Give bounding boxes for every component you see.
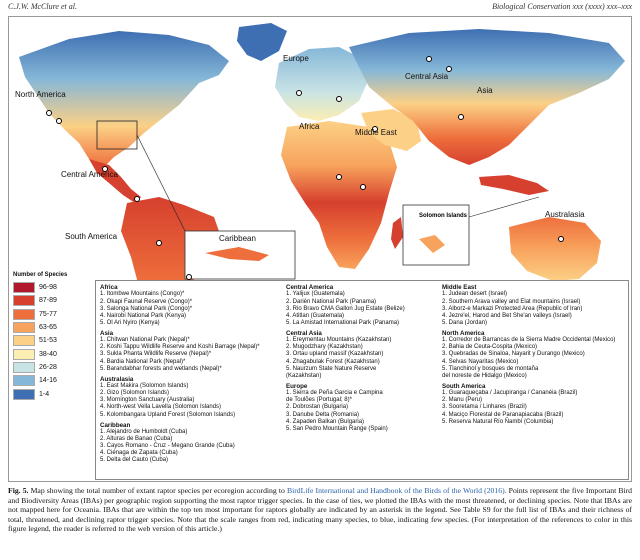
key-group-heading: Asia (100, 329, 114, 337)
caption-text-2: Points represent the five Important Bird and Biodiversity Areas (IBAs) per geographic region supporting the most raptor trigger species. In the case of ties, we plotted the IBAs with the most threatened, or declining species. Note that IBAs are not mapped here for Oceania. IBAs that are within the top ten most important for raptors globally are indicated by an asterisk in the legend. See Table S9 for the full list of IBAs and their richness of total, threatened, and declining raptor trigger species. Note that the scale ranges from red, indicating many species, to blue, indicating few species. (For interpretation of the references to color in this figure legend, the reader is referred to the web version of this article.) (8, 486, 632, 534)
species-legend (9, 270, 92, 482)
label-australasia: Australasia (545, 210, 585, 219)
legend-swatch (13, 349, 35, 360)
key-item: 2. Alturas de Banao (Cuba) (100, 436, 173, 443)
key-item: 4. Nairobi National Park (Kenya) (100, 312, 187, 319)
key-item: 4. Ciénaga de Zapata (Cuba) (100, 450, 178, 457)
key-group-heading: Australasia (100, 375, 134, 383)
key-group-heading: Central Asia (286, 329, 322, 337)
key-item: 5. Tlanchinol y bosques de montaña (442, 365, 539, 372)
key-item: 4. Zapaden Balkan (Bulgaria) (286, 418, 365, 425)
key-item: 3. Salonga National Park (Congo)* (100, 305, 193, 312)
key-item: 2. Gizo (Solomon Islands) (100, 390, 170, 397)
figure-label: Fig. 5. (8, 486, 29, 495)
key-item: 5. San Pedro Mountain Range (Spain) (286, 425, 388, 432)
key-item: 2. Darién National Park (Panama) (286, 298, 377, 305)
north-america-shape (19, 31, 229, 167)
key-item: 1. Chitwan National Park (Nepal)* (100, 337, 190, 344)
legend-label: 87-89 (39, 297, 57, 305)
key-item: 1. Sierra de Peña Garcia e Campina (286, 390, 383, 397)
key-item: 5. Barandabhar forests and wetlands (Nepal)* (100, 365, 222, 372)
label-central-america: Central America (61, 170, 118, 179)
key-column-2 (286, 284, 405, 436)
key-item: 5. Reserva Natural Río Ñambí (Columbia) (442, 418, 554, 425)
legend-label: 14-16 (39, 377, 57, 385)
key-item: 3. Rio Bravo CMA Gallon Jug Estate (Belize) (286, 305, 405, 312)
caption-text-1: Map showing the total number of extant raptor species per ecoregion according to (28, 486, 287, 495)
key-group-heading: Caribbean (100, 421, 131, 429)
key-item: del noreste de Hidalgo (Mexico) (442, 372, 527, 379)
key-item: 5. Ol Ari Nyiro (Kenya) (100, 319, 160, 326)
figure-caption (8, 486, 632, 534)
key-group (100, 330, 260, 373)
key-group-heading: Africa (100, 284, 118, 291)
legend-swatch (13, 335, 35, 346)
key-item: 2. Bahia de Ceuta-Cospita (Mexico) (442, 344, 538, 351)
key-item: 4. Maciço Florestal de Paranapiacaba (Brazil) (442, 411, 564, 418)
key-group (100, 376, 260, 419)
indonesia-shape (479, 175, 549, 195)
key-item: 1. Corredor de Barrancas de la Sierra Madre Occidental (Mexico) (442, 337, 616, 344)
legend-label: 38-40 (39, 350, 57, 358)
legend-row (13, 321, 88, 334)
author-header: C.J.W. McClure et al. (8, 2, 77, 11)
key-item: 1. Itombwe Mountains (Congo)* (100, 291, 185, 298)
label-africa: Africa (299, 122, 320, 131)
key-item: 4. Atitlan (Guatemala) (286, 312, 345, 319)
key-item: 2. Southern Arava valley and Elat mountains (Israel) (442, 298, 581, 305)
key-item: 5. Delta del Cauto (Cuba) (100, 457, 169, 464)
legend-label: 63-65 (39, 324, 57, 332)
greenland-shape (237, 23, 287, 61)
key-item: 2. Koshi Tappu Wildlife Reserve and Koshi Barrage (Nepal)* (100, 344, 260, 351)
key-item: 2. Okapi Faunal Reserve (Congo)* (100, 298, 193, 305)
key-item: 3. Sukla Phanta Wildlife Reserve (Nepal)* (100, 351, 212, 358)
key-group (100, 284, 260, 327)
key-group (286, 383, 405, 433)
legend-row (13, 308, 88, 321)
label-asia: Asia (477, 86, 493, 95)
key-item: 5. Kolombangara Upland Forest (Solomon Islands) (100, 411, 236, 418)
label-europe: Europe (283, 54, 309, 63)
label-caribbean: Caribbean (219, 234, 256, 243)
key-item: 4. Jezre'el, Harod and Bet She'an valleys (Israel) (442, 312, 572, 319)
legend-row (13, 334, 88, 347)
citation-link[interactable]: BirdLife International and Handbook of the Birds of the World (2016). (286, 486, 507, 495)
journal-header: Biological Conservation xxx (xxxx) xxx–xxx (492, 2, 632, 11)
legend-swatch (13, 362, 35, 373)
key-group (442, 383, 615, 426)
legend-swatch (13, 295, 35, 306)
central-america-shape (89, 159, 141, 203)
key-group (442, 330, 615, 380)
key-group (286, 330, 405, 380)
label-north-america: North America (15, 90, 66, 99)
key-item: 2. Dobrostan (Bulgaria) (286, 404, 349, 411)
key-item: 3. Ortau upland massif (Kazakhstan) (286, 351, 384, 358)
key-column-3 (442, 284, 615, 429)
legend-swatch (13, 309, 35, 320)
label-central-asia: Central Asia (405, 72, 449, 81)
key-item: 5. La Amistad International Park (Panama) (286, 319, 400, 326)
legend-row (13, 281, 88, 294)
label-middle-east: Middle East (355, 128, 397, 137)
key-item: 4. Selvas Nayaritas (Mexico) (442, 358, 519, 365)
key-group-heading: Europe (286, 382, 308, 390)
legend-swatch (13, 375, 35, 386)
key-group-heading: Central America (286, 284, 334, 291)
key-item: 4. North-west Vella Lavella (Solomon Islands) (100, 404, 222, 411)
legend-label: 26-28 (39, 363, 57, 371)
legend-swatch (13, 282, 35, 293)
key-group-heading: North America (442, 329, 485, 337)
key-group (442, 284, 615, 327)
key-item: 2. Mugodzhary (Kazakhstan) (286, 344, 363, 351)
key-item: 5. Dana (Jordan) (442, 319, 488, 326)
key-item: 1. Alejandro de Humboldt (Cuba) (100, 429, 188, 436)
key-group-heading: South America (442, 382, 486, 390)
legend-row (13, 347, 88, 360)
key-group (100, 422, 260, 465)
key-item: 3. Sooretama / Linhares (Brazil) (442, 404, 527, 411)
legend-row (13, 294, 88, 307)
legend-label: 1-4 (39, 390, 50, 398)
label-solomon-islands: Solomon Islands (419, 213, 468, 219)
legend-row (13, 387, 88, 400)
key-item: 2. Manu (Peru) (442, 397, 483, 404)
legend-label: 51-53 (39, 337, 57, 345)
africa-shape (281, 121, 397, 269)
key-item: 1. Judean desert (Israel) (442, 291, 508, 298)
figure-panel (8, 16, 632, 482)
legend-title: Number of Species (13, 272, 68, 278)
key-item: 3. Danube Delta (Romania) (286, 411, 360, 418)
key-column-1 (100, 284, 260, 468)
iba-key (95, 280, 629, 480)
key-item: (Kazakhstan) (286, 372, 322, 379)
label-south-america: South America (65, 232, 118, 241)
key-item: 1. East Makira (Solomon Islands) (100, 383, 189, 390)
australia-shape (509, 217, 601, 281)
legend-swatch (13, 322, 35, 333)
key-item: 3. Cayos Romano - Cruz - Megano Grande (Cuba) (100, 443, 235, 450)
key-item: de Toulões (Portugal; 8)* (286, 397, 352, 404)
key-group-heading: Middle East (442, 284, 477, 291)
key-item: 1. Guaraqueçaba / Jacupiranga / Cananéia (Brazil) (442, 390, 578, 397)
key-item: 1. Yalijux (Guatemala) (286, 291, 345, 298)
key-item: 4. Bardia National Park (Nepal)* (100, 358, 186, 365)
running-header (8, 2, 632, 16)
key-item: 3. Alborz-e Markazi Protected Area (Republic of Iran) (442, 305, 583, 312)
key-item: 5. Naurzum State Nature Reserve (286, 365, 377, 372)
legend-label: 96-98 (39, 284, 57, 292)
key-item: 4. Zhagabulak Forest (Kazakhstan) (286, 358, 380, 365)
key-group (286, 284, 405, 327)
key-item: 3. Mornington Sanctuary (Australia) (100, 397, 195, 404)
key-item: 3. Quebradas de Sinaloa, Nayarit y Durango (Mexico) (442, 351, 585, 358)
legend-swatch (13, 389, 35, 400)
madagascar-shape (391, 217, 403, 249)
legend-row (13, 361, 88, 374)
legend-label: 75-77 (39, 310, 57, 318)
legend-row (13, 374, 88, 387)
key-item: 1. Ereymentau Mountains (Kazakhstan) (286, 337, 392, 344)
